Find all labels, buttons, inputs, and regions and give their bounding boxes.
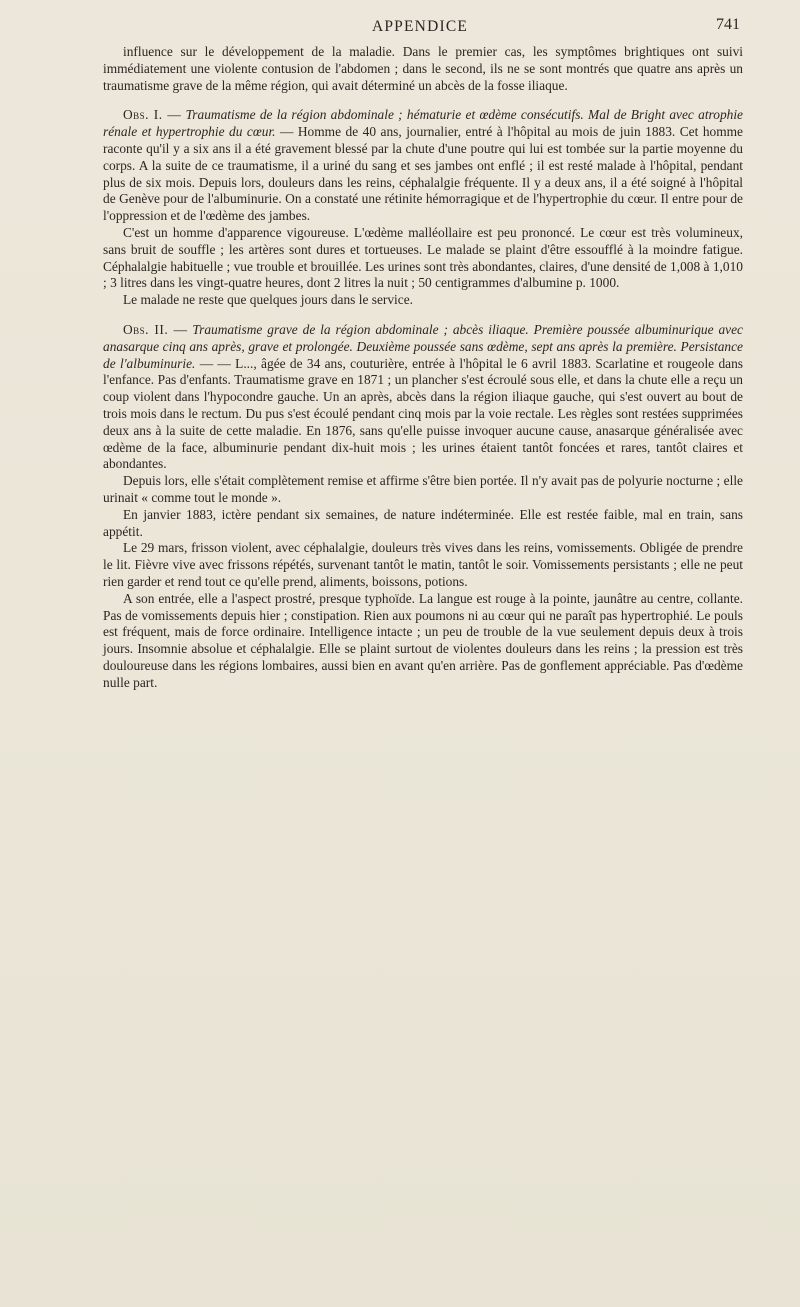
observation-1 bbox=[103, 107, 743, 225]
paragraph-exam: C'est un homme d'apparence vigoureuse. L'œdème malléollaire est peu prononcé. Le cœur est très volumineux, sans bruit de souffle ; les artères sont dures et tortueuses. Le malade se plaint d'être essoufflé à la moindre fatigue. Céphalalgie habituelle ; vue trouble et brouillée. Les urines sont très abondantes, claires, d'une densité de 1,008 à 1,010 ; 3 litres dans les vingt-quatre heures, dont 2 litres la nuit ; 50 centigrammes d'albumine p. 1000. bbox=[103, 224, 743, 291]
observation-1-body: — Homme de 40 ans, journalier, entré à l'hôpital au mois de juin 1883. Cet homme raconte qu'il y a six ans il a été gravement blessé par la chute d'une poutre qui lui est tombée sur la partie moyenne du corps. A la suite de ce traumatisme, il a uriné du sang et ses jambes ont enflé ; il est resté malade à l'hôpital, pendant plus de six mois. Depuis lors, douleurs dans les reins, céphalalgie fréquente. Il y a deux ans, il a été soigné à l'hôpital de Genève pour de l'albuminurie. On a constaté une rétinite hémorragique et de l'hypertrophie du cœur. Il entre pour de l'oppression et de l'œdème des jambes. bbox=[103, 124, 743, 224]
observation-2-title: Traumatisme grave de la région abdominale ; abcès iliaque. Première poussée albuminurique avec anasarque cinq ans après, grave et prolongée. Deuxième poussée sans œdème, sept ans après la première. Persistance de l'albuminurie. bbox=[103, 321, 743, 371]
paragraph-intro: influence sur le développement de la maladie. Dans le premier cas, les symptômes brightiques ont suivi immédiatement une violente contusion de l'abdomen ; dans le second, ils ne se sont montrés que quatre ans après un traumatisme grave de la même région, qui avait déterminé un abcès de la fosse iliaque. bbox=[103, 44, 743, 93]
body-text bbox=[103, 44, 743, 691]
paragraph-recovery: Depuis lors, elle s'était complètement remise et affirme s'être bien portée. Il n'y avait pas de polyurie nocturne ; elle urinait « comme tout le monde ». bbox=[103, 473, 743, 505]
page-header bbox=[100, 16, 740, 40]
observation-2-label: Obs. II. — bbox=[123, 321, 188, 337]
paragraph-march: Le 29 mars, frisson violent, avec céphalalgie, douleurs très vives dans les reins, vomissements. Obligée de prendre le lit. Fièvre vive avec frissons répétés, survenant tantôt le matin, tantôt le soir. Vomissements persistants ; elle ne peut rien garder et rend tout ce qu'elle prend, aliments, boissons, potions. bbox=[103, 540, 743, 589]
page-number: 741 bbox=[716, 16, 740, 33]
observation-1-label: Obs. I. — bbox=[123, 107, 182, 123]
paragraph-stay: Le malade ne reste que quelques jours dans le service. bbox=[123, 292, 414, 308]
observation-1-title: Traumatisme de la région abdominale ; hématurie et œdème consécutifs. Mal de Bright avec atrophie rénale et hypertrophie du cœur. bbox=[103, 107, 744, 140]
paragraph-icterus: En janvier 1883, ictère pendant six semaines, de nature indéterminée. Elle est restée faible, mal en train, sans appétit. bbox=[103, 506, 743, 539]
running-title: APPENDICE bbox=[371, 18, 469, 35]
observation-2-body: — — L..., âgée de 34 ans, couturière, entrée à l'hôpital le 6 avril 1883. Scarlatine et rougeole dans l'enfance. Pas d'enfants. Traumatisme grave en 1871 ; un plancher s'est écroulé sous elle, et dans la chute elle a reçu un coup violent dans l'hypocondre gauche. Un an après, abcès dans la région iliaque gauche, qui s'est ouvert au bout de trois mois dans le rectum. Du pus s'est écoulé pendant cinq mois par la voie rectale. Les règles sont restées supprimées deux ans à la suite de cette maladie. En 1876, sans qu'elle puisse invoquer aucune cause, anasarque généralisée avec œdème de la face, albuminurie pendant dix-huit mois ; les urines étaient tantôt foncées et rares, tantôt claires et abondantes. bbox=[103, 355, 743, 472]
observation-2 bbox=[103, 322, 743, 473]
paragraph-admission: A son entrée, elle a l'aspect prostré, presque typhoïde. La langue est rouge à la pointe, jaunâtre au centre, collante. Pas de vomissements depuis hier ; constipation. Rien aux poumons ni au cœur qui ne paraît pas hypertrophié. Le pouls est fréquent, mais de force ordinaire. Intelligence intacte ; un peu de trouble de la vue seulement depuis deux à trois jours. Insomnie absolue et céphalalgie. Elle se plaint surtout de violentes douleurs dans les reins ; la pression est très douloureuse dans les régions lombaires, aussi bien en avant qu'en arrière. Pas de gonflement appréciable. Pas d'œdème nulle part. bbox=[103, 590, 743, 690]
